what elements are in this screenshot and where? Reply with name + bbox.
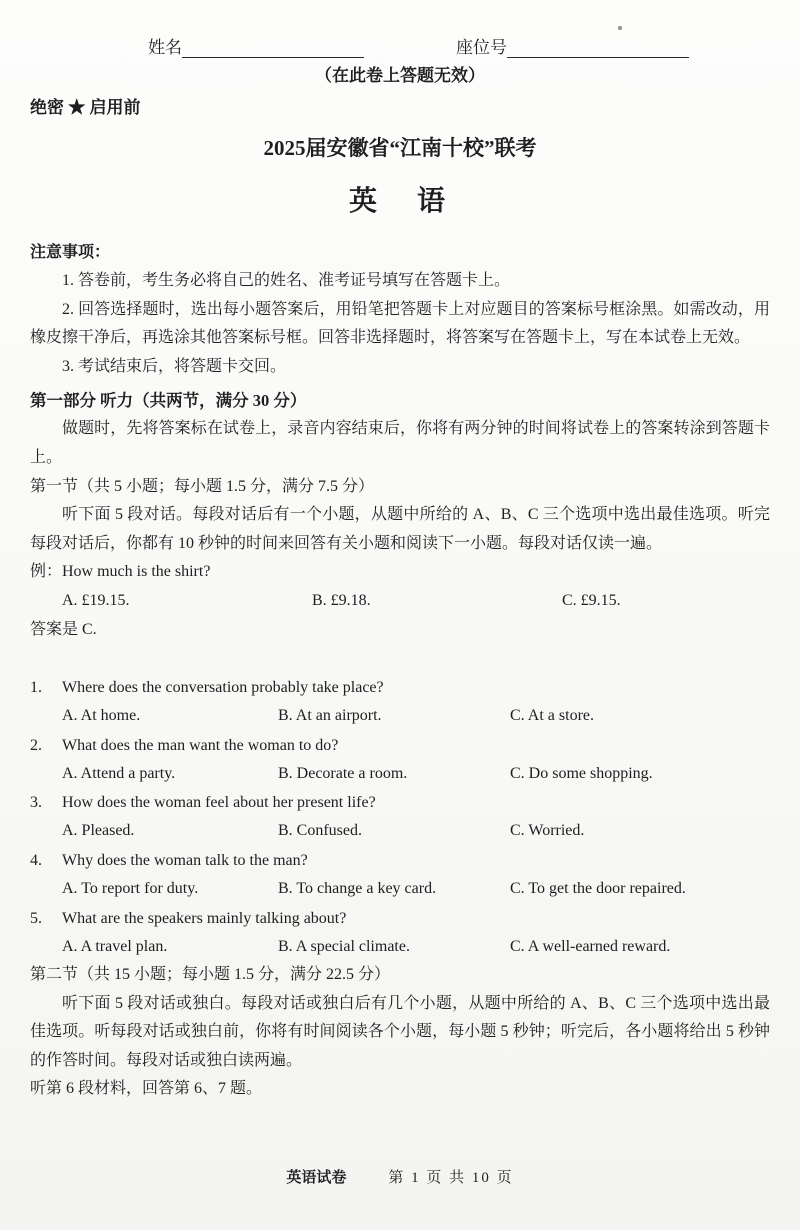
footer-doc-label: 英语试卷	[286, 1170, 347, 1186]
example-option-a: A. £19.15.	[62, 591, 130, 609]
option-c: C. At a store.	[510, 707, 594, 725]
header-fill-row	[30, 34, 770, 58]
question-options-row	[30, 760, 770, 789]
material-intro-line: 听第 6 段材料，回答第 6、7 题。	[30, 1080, 263, 1098]
invalid-answer-notice: （在此卷上答题无效）	[315, 66, 485, 85]
subject-title: 英 语	[348, 186, 451, 217]
example-prompt: 例：How much is the shirt?	[30, 563, 211, 581]
footer-page-info: 第 1 页 共 10 页	[388, 1170, 514, 1186]
exam-title: 2025届安徽省“江南十校”联考	[263, 136, 537, 160]
question-number: 1.	[30, 679, 42, 697]
listening-questions	[30, 673, 770, 961]
option-b: B. A special climate.	[278, 937, 410, 955]
question-text: How does the woman feel about her present life?	[62, 794, 376, 812]
section2-instructions: 听下面 5 段对话或独白。每段对话或独白后有几个小题，从题中所给的 A、B、C 三个选项中选出最佳选项。听每段对话或独白前，你将有时间阅读各个小题，每小题 5 秒钟；听完后，各小题将给出 5 秒钟的作答时间。每段对话或独白读两遍。	[30, 994, 770, 1069]
scan-speck	[618, 26, 622, 30]
section1-instructions: 听下面 5 段对话。每段对话后有一个小题，从题中所给的 A、B、C 三个选项中选出最佳选项。听完每段对话后，你都有 10 秒钟的时间来回答有关小题和阅读下一小题。每段对话仅读一遍。	[30, 506, 770, 552]
question-number: 3.	[30, 794, 42, 812]
option-b: B. Confused.	[278, 822, 362, 840]
question-item-1	[30, 673, 770, 731]
notes-heading: 注意事项：	[30, 244, 111, 261]
confidential-label: 绝密 ★ 启用前	[30, 98, 141, 117]
seat-blank-line	[507, 37, 689, 58]
option-a: A. A travel plan.	[62, 937, 168, 955]
question-options-row	[30, 933, 770, 962]
example-option-c: C. £9.15.	[562, 591, 621, 609]
option-b: B. At an airport.	[278, 707, 382, 725]
question-item-4	[30, 846, 770, 904]
question-text: What does the man want the woman to do?	[62, 736, 339, 754]
question-number: 2.	[30, 736, 42, 754]
option-b: B. Decorate a room.	[278, 764, 408, 782]
question-text: What are the speakers mainly talking about?	[62, 909, 347, 927]
question-item-3	[30, 788, 770, 846]
option-a: A. At home.	[62, 707, 141, 725]
option-c: C. Do some shopping.	[510, 764, 653, 782]
name-label: 姓名	[148, 38, 182, 57]
question-options-row	[30, 702, 770, 731]
question-options-row	[30, 817, 770, 846]
question-text: Why does the woman talk to the man?	[62, 851, 308, 869]
question-item-2	[30, 731, 770, 789]
section2-heading: 第二节（共 15 小题；每小题 1.5 分，满分 22.5 分）	[30, 966, 391, 984]
example-option-b: B. £9.18.	[312, 591, 371, 609]
example-options-row	[30, 587, 770, 616]
seat-label: 座位号	[456, 38, 507, 57]
page-footer	[0, 1168, 800, 1188]
option-c: C. Worried.	[510, 822, 585, 840]
option-a: A. Pleased.	[62, 822, 135, 840]
option-c: C. A well-earned reward.	[510, 937, 671, 955]
option-a: A. Attend a party.	[62, 764, 176, 782]
note-item-1: 1. 答卷前，考生务必将自己的姓名、准考证号填写在答题卡上。	[62, 272, 511, 289]
question-number: 4.	[30, 851, 42, 869]
question-item-5	[30, 904, 770, 962]
option-b: B. To change a key card.	[278, 879, 437, 897]
note-item-2: 2. 回答选择题时，选出每小题答案后，用铅笔把答题卡上对应题目的答案标号框涂黑。如需改动，用橡皮擦干净后，再选涂其他答案标号框。回答非选择题时，将答案写在答题卡上，写在本试卷上无效。	[30, 300, 770, 347]
question-number: 5.	[30, 909, 42, 927]
section1-heading: 第一节（共 5 小题；每小题 1.5 分，满分 7.5 分）	[30, 477, 375, 495]
question-text: Where does the conversation probably take place?	[62, 679, 384, 697]
part1-intro: 做题时，先将答案标在试卷上，录音内容结束后，你将有两分钟的时间将试卷上的答案转涂到答题卡上。	[30, 420, 770, 466]
notes-section	[30, 239, 770, 381]
name-blank-line	[182, 37, 364, 58]
note-item-3: 3. 考试结束后，将答题卡交回。	[62, 357, 287, 375]
question-options-row	[30, 875, 770, 904]
part1-heading: 第一部分 听力（共两节，满分 30 分）	[30, 391, 307, 411]
option-c: C. To get the door repaired.	[510, 879, 686, 897]
example-answer: 答案是 C.	[30, 620, 97, 638]
option-a: A. To report for duty.	[62, 879, 199, 897]
